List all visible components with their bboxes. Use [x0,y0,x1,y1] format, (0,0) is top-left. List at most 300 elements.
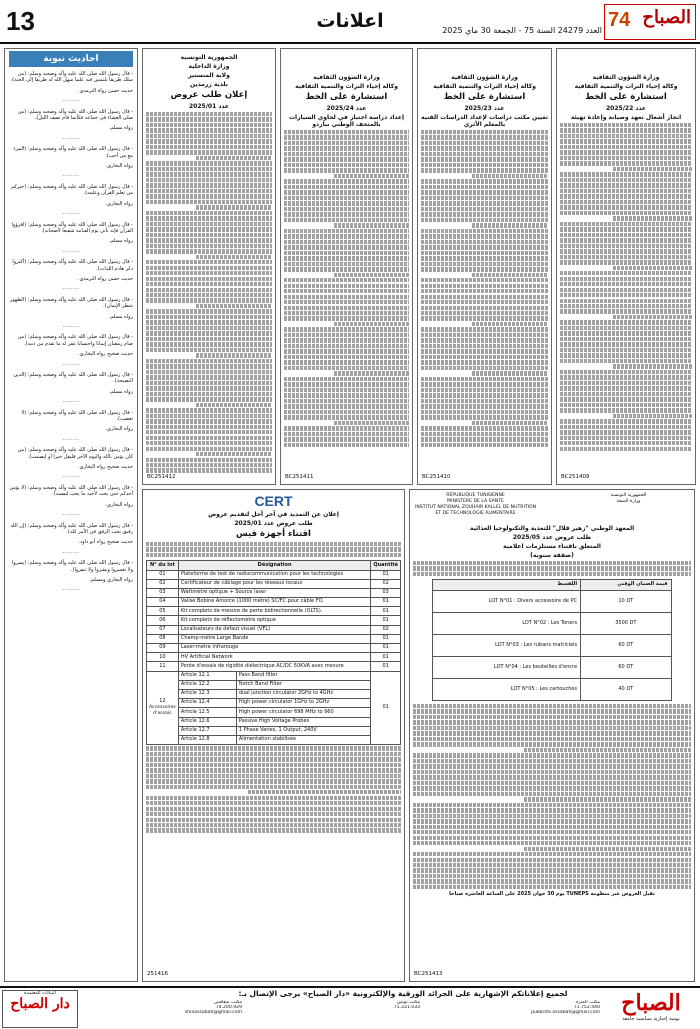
table-row [147,717,401,726]
col-lot: N° du lot [147,561,179,570]
text-line [284,327,409,331]
text-line [472,371,548,375]
text-line [421,333,548,337]
text-line [560,436,692,440]
separator: ------ [62,135,80,142]
hadith-source: رواه مسلم. [108,125,133,132]
separator: ------ [62,173,80,180]
separator: ------ [62,587,80,594]
inm-ministry: MINISTERE DE LA SANTE [447,499,504,504]
table-row [433,678,671,700]
text-line [472,174,548,178]
designation: Champ-mètre Large Bande [178,634,371,643]
text-line [284,338,409,342]
text-line [560,425,692,429]
designation: Alimentation stabilisée [236,735,371,744]
text-line [421,135,548,139]
text-line [146,161,272,165]
text-line [146,277,272,281]
text-line [421,278,548,282]
text-line [146,463,272,467]
text-line [524,847,691,851]
text-line [560,326,692,330]
text-line [146,441,272,445]
text-line [146,375,272,379]
text-line [560,331,692,335]
text-line [421,267,548,271]
hadith-text: - قال رسول الله صلى الله عليه وآله وصحبه وسلم: (المرء مع من أحب). [13,146,133,159]
inm-institute: INSTITUT NATIONAL ZOUHAIR KALLEL DE NUTRITION ET DE TECHNOLOGIE ALIMENTAIRE [415,505,537,516]
dar-sub: البيانات المعتمدة [24,991,56,996]
text-line [421,377,548,381]
footer-logo-dar[interactable] [2,990,78,1028]
text-line [413,737,691,741]
text-line [284,179,409,183]
table-row [147,689,401,698]
designation: High power circulator 1GHz to 2GHz [236,699,371,708]
text-line [284,212,409,216]
text-line [284,316,409,320]
text-line [560,211,692,215]
text-line [146,238,272,242]
hadith-text: - قال رسول الله صلى الله عليه وآله وصحبه وسلم: (من كان يؤمن بالله واليوم الآخر فليقل خيرا أو ليصمت). [17,447,133,460]
text-line [413,566,691,570]
text-line [284,185,409,189]
text-line [613,167,692,171]
text-line [284,262,409,266]
text-line [146,408,272,412]
text-line [421,284,548,288]
table-row [147,699,401,708]
quantity: 02 [371,579,401,588]
table-row [147,570,401,579]
text-line [146,331,272,335]
text-line [613,266,692,270]
ad-title: استشارة على الخط [443,92,526,102]
text-line [413,808,691,812]
text-line [413,858,691,862]
text-line [413,819,691,823]
text-line [146,233,272,237]
ad-code: BC251409 [561,474,590,481]
ad-subtitle: عدد 2025/23 [464,105,505,112]
lot-bail: 60 DT [581,656,671,678]
text-line [248,790,401,794]
text-line [146,381,272,385]
text-line [146,752,401,756]
table-row [147,634,401,643]
hadith-text: - قال رسول الله صلى الله عليه وآله وصحبه وسلم: (أكثروا ذكر هادم اللذات). [12,259,133,272]
article: Article 12.1 [178,671,236,680]
hadith-source: رواه مسلم. [108,238,133,245]
table-row [147,625,401,634]
phone: 74.200.929 [215,1005,242,1010]
text-line [560,145,692,149]
text-line [146,172,272,176]
office-label: مكتب صفاقس [213,1000,242,1005]
table-row [433,634,671,656]
text-line [421,366,548,370]
quantity: 01 [371,662,401,671]
text-line [421,152,548,156]
table-row [147,735,401,744]
designation: Kit complets de réflectomètre optique [178,616,371,625]
text-line [284,201,409,205]
email[interactable]: sfaxassabah@gmail.com [184,1010,242,1015]
text-line [334,174,409,178]
text-line [421,360,548,364]
hadith-source: رواه البخاري. [105,501,133,508]
text-line [472,223,548,227]
text-line [284,146,409,150]
quantity: 01 [371,616,401,625]
text-line [560,205,692,209]
text-line [284,245,409,249]
table-row [147,644,401,653]
text-line [421,212,548,216]
hadith-source: رواه البخاري. [105,163,133,170]
text-line [146,150,272,154]
text-line [146,812,401,816]
lots-table [432,579,671,701]
text-line [146,227,272,231]
text-line [284,399,409,403]
text-line [146,189,272,193]
hadith-text: - قال رسول الله صلى الله عليه وآله وصحبه وسلم: (الدين النصيحة). [13,372,133,385]
ad-culture-24 [280,48,413,485]
text-line [421,196,548,200]
text-line [146,397,272,401]
text-line [146,266,272,270]
quantity: 03 [371,588,401,597]
ad-subtitle: عدد 2025/01 [189,103,229,110]
designation: Certificateur de câblage pour les réseaux locaux [178,579,371,588]
text-line [560,381,692,385]
lot-no: 10 [147,653,179,662]
text-line [196,353,272,357]
text-line [560,227,692,231]
quantity: 01 [371,653,401,662]
text-line [560,244,692,248]
col-bail: قيمة الضمان الوقتي [581,580,671,591]
text-line [196,156,272,160]
text-line [421,240,548,244]
section-title: اعلانات [316,10,384,32]
text-line [146,370,272,374]
lot-no: 12 Accessoires d'essais [147,671,179,745]
text-line [146,447,272,451]
separator: ------ [62,549,80,556]
ad-code: BC251413 [414,971,443,978]
ad-code: BC251411 [285,474,314,481]
text-line [284,415,409,419]
text-line [421,256,548,260]
text-line [421,355,548,359]
hadith-source: حديث صحيح رواه البخاري. [78,464,133,471]
separator: ------ [62,361,80,368]
text-line [413,753,691,757]
text-line [146,425,272,429]
text-line [284,234,409,238]
text-line [560,233,692,237]
text-line [413,879,691,883]
text-line [146,282,272,286]
text-line [560,441,692,445]
designation: Laser-mètre infrarouge [178,644,371,653]
text-line [421,262,548,266]
text-line [524,797,691,801]
email[interactable]: publicite.assabah@gmail.com [531,1010,600,1015]
ad-title: إعلان طلب عروض [170,90,248,100]
text-line [146,139,272,143]
lot-no: 04 [147,598,179,607]
text-line [284,355,409,359]
text-line [146,436,272,440]
text-line [524,748,691,752]
hadith-title: احاديث نبوية [9,51,133,67]
hadith-source: رواه البخاري ومسلم. [89,576,133,583]
ad-cert [142,489,405,982]
lot-name: LOT N°02 : Les Toners [433,612,581,634]
text-line [560,430,692,434]
text-line [421,251,548,255]
quantity: 01 [371,634,401,643]
quantity: 01 [371,644,401,653]
lot-bail: 40 DT [581,678,671,700]
text-line [284,289,409,293]
text-line [146,326,272,330]
text-line [284,333,409,337]
hadith-source: رواه مسلم. [108,313,133,320]
text-line [560,134,692,138]
text-line [146,468,272,472]
text-line [413,841,691,845]
table-row [147,607,401,616]
dar-text: دار الصباح [10,996,70,1012]
hadith-list [9,71,133,594]
text-line [334,371,409,375]
ad-subtitle: عدد 2025/22 [606,105,646,112]
text-line [421,289,548,293]
ad-heading: وزارة الداخلية [188,63,230,70]
col-lot: اللقسط [433,580,581,591]
text-line [421,338,548,342]
text-line [413,852,691,856]
text-line [413,874,691,878]
text-line [560,128,692,132]
hadith-text: - قال رسول الله صلى الله عليه وآله وصحبه وسلم: (يسروا ولا تعسروا وبشروا ولا تنفروا). [11,560,133,573]
text-line [421,382,548,386]
text-line [560,161,692,165]
text-line [146,216,272,220]
text-line [146,807,401,811]
text-line [146,796,401,800]
text-line [560,299,692,303]
text-line [146,288,272,292]
text-line [146,818,401,822]
text-line [284,366,409,370]
text-line [284,360,409,364]
text-line [146,359,272,363]
text-line [560,304,692,308]
ad-subtitle: عدد 2025/24 [326,105,367,112]
hadith-text: - قال رسول الله صلى الله عليه وآله وصحبه وسلم: (من سلك طريقا يلتمس فيه علما سهل الله له طريقا إلى الجنة). [10,71,133,84]
text-line [284,432,409,436]
text-line [560,408,692,412]
hadith-text: - قال رسول الله صلى الله عليه وآله وصحبه وسلم: (من صلى العشاء في جماعة فكأنما قام نصف الليل). [17,108,133,122]
lot-no: 06 [147,616,179,625]
text-line [421,306,548,310]
text-line [560,293,692,297]
text-line [284,251,409,255]
hadith-text: - قال رسول الله صلى الله عليه وآله وصحبه وسلم: (لا يؤمن أحدكم حتى يحب لأخيه ما يحب لنفسه). [9,484,133,498]
ad-body [413,704,691,889]
text-line [421,185,548,189]
text-line [421,327,548,331]
inm-title4: (صفقة سنوية) [530,552,574,559]
ad-heading: وزارة الشؤون الثقافية [592,74,660,81]
text-line [421,432,548,436]
text-line [146,309,272,313]
text-line [413,709,691,713]
lot-no: 11 [147,662,179,671]
text-line [560,375,692,379]
issue-info: العدد 24279 السنة 75 - الجمعة 30 ماي 2025 [442,26,602,35]
text-line [421,146,548,150]
text-line [146,768,401,772]
text-line [560,320,692,324]
text-line [421,157,548,161]
text-line [146,779,401,783]
text-line [146,392,272,396]
footer-logo[interactable] [606,990,696,1028]
text-line [421,190,548,194]
text-line [284,311,409,315]
text-line [284,306,409,310]
footer-logo-text: الصباح [621,990,681,1016]
text-line [560,309,692,313]
text-line [284,130,409,134]
text-line [413,825,691,829]
ad-heading: بلدية زرمدين [190,81,228,88]
text-line [146,249,272,253]
text-line [421,426,548,430]
text-line [560,260,692,264]
text-line [284,382,409,386]
newspaper-logo[interactable] [604,4,696,40]
text-line [421,141,548,145]
text-line [146,145,272,149]
lot-name: LOT N°01 : Divers accessoire de PC [433,590,581,612]
table-row [433,656,671,678]
text-line [284,300,409,304]
equipment-table [146,560,401,745]
ad-heading: وزارة الشؤون الثقافية [313,74,380,81]
text-line [472,322,548,326]
lot-bail: 3500 DT [581,612,671,634]
text-line [421,404,548,408]
designation: HV Artificial Network [178,653,371,662]
cert-title3: اقتناء أجهزة قيس [236,529,311,539]
text-line [146,419,272,423]
ad-heading: وكالة إحياء التراث والتنمية الثقافية [574,83,678,90]
text-line [146,200,272,204]
text-line [472,273,548,277]
col-qty: Quantité [371,561,401,570]
cert-logo: CERT [254,493,293,509]
text-line [284,152,409,156]
separator: ------ [62,211,80,218]
hadith-source: رواه البخاري. [105,426,133,433]
table-row [433,590,671,612]
lot-bail: 60 DT [581,634,671,656]
designation: 1 Phase Varies, 1 Output, 240V [236,726,371,735]
ministry-logo [560,52,692,72]
text-line [421,179,548,183]
hadith-source: رواه البخاري. [105,200,133,207]
text-line [413,726,691,730]
text-line [613,216,692,220]
text-line [421,316,548,320]
text-line [421,207,548,211]
text-line [560,288,692,292]
text-line [413,830,691,834]
text-line [413,803,691,807]
text-line [421,349,548,353]
office-label: مكتب المنزه [575,1000,600,1005]
text-line [284,388,409,392]
text-line [613,364,692,368]
text-line [334,322,409,326]
text-line [284,437,409,441]
quantity: 01 [371,607,401,616]
text-line [421,218,548,222]
text-line [146,757,401,761]
table-row [147,662,401,671]
text-line [146,183,272,187]
text-line [284,295,409,299]
text-line [560,222,692,226]
ad-title: استشارة على الخط [585,92,667,102]
ministry-logo [284,52,409,72]
text-line [146,128,272,132]
ad-culture-22 [556,48,696,485]
lot-name: LOT N°04 : Les bouteilles d'encre [433,656,581,678]
text-line [146,342,272,346]
hadith-source: حديث صحيح رواه البخاري. [78,351,133,358]
text-line [560,403,692,407]
text-line [334,421,409,425]
text-line [560,342,692,346]
text-line [146,785,401,789]
text-line [413,786,691,790]
text-line [413,572,691,576]
text-line [146,211,272,215]
table-row [147,579,401,588]
cert-title2: طلب عروض عدد 2025/01 [234,520,313,527]
designation: High power circulator 698 MHz to 960 [236,708,371,717]
lot-no: 05 [147,607,179,616]
text-line [284,157,409,161]
text-line [284,426,409,430]
designation: Notch Band Filter [236,680,371,689]
ad-body [146,112,272,473]
text-line [413,764,691,768]
inm-title2: طلب عروض عدد 2025/05 [512,534,592,541]
ad-code: BC251412 [147,474,176,481]
article: Article 12.7 [178,726,236,735]
lot-no: 08 [147,634,179,643]
